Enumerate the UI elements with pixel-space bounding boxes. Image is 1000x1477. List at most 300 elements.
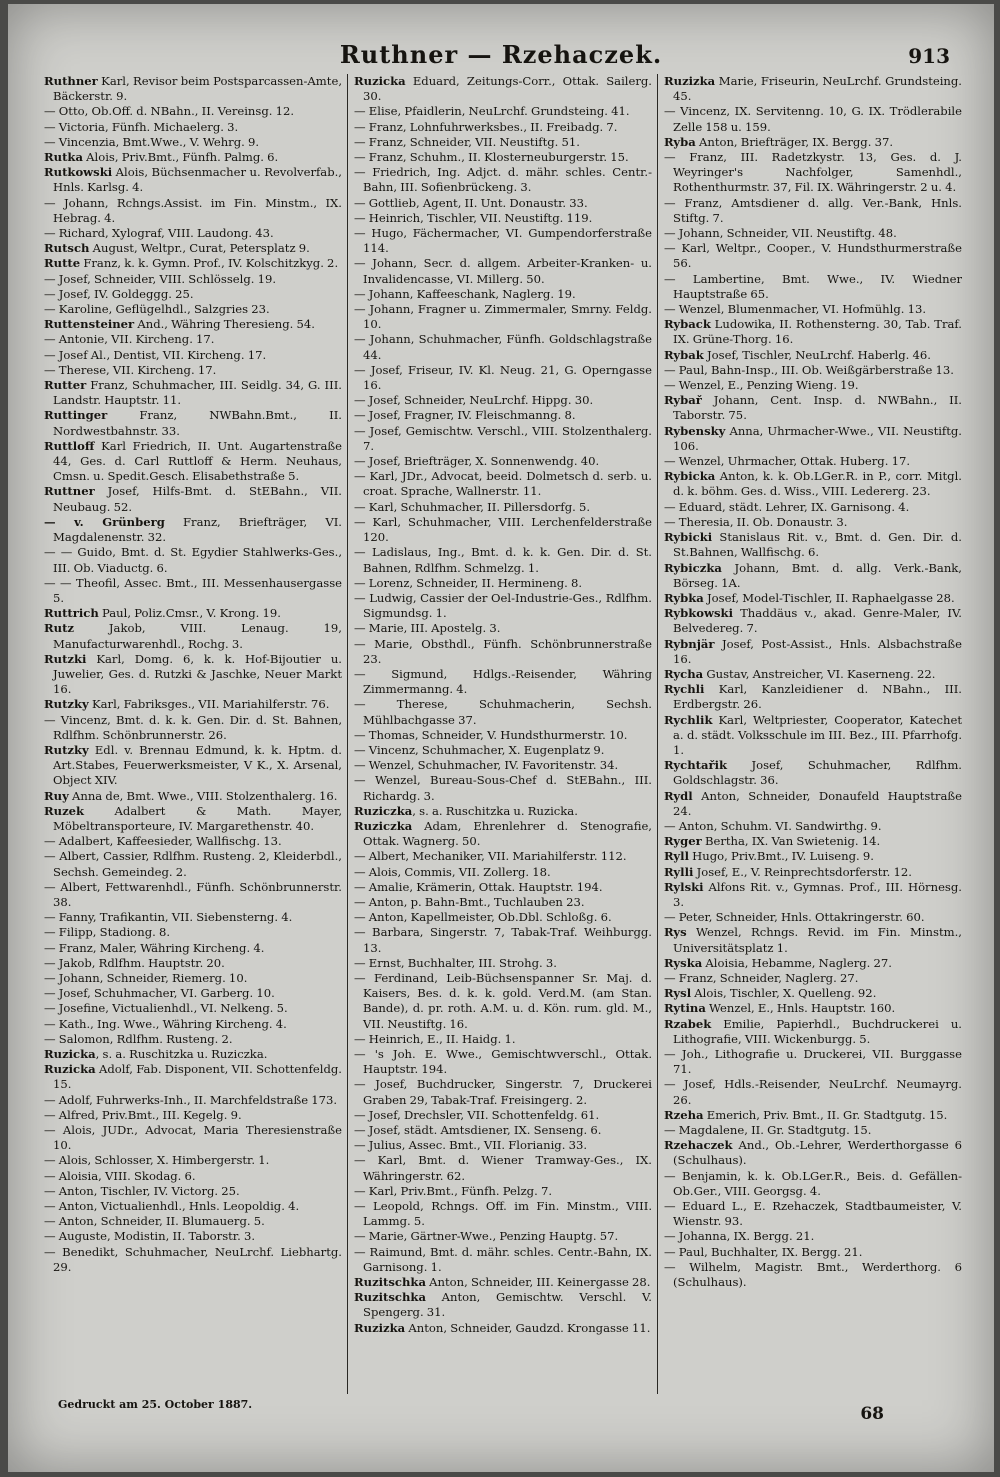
column-2	[354, 74, 652, 1394]
directory-entry	[44, 120, 342, 135]
entry-surname: Ruy	[44, 788, 69, 803]
entry-details: Paul, Poliz.Cmsr., V. Krong. 19.	[98, 606, 281, 621]
entry-details: — Johann, Rchngs.Assist. im Fin. Minstm., IX. Hebrag. 4.	[44, 195, 342, 225]
print-date: Gedruckt am 25. October 1887.	[58, 1398, 253, 1411]
entry-details: Emerich, Priv. Bmt., II. Gr. Stadtgutg. 15.	[703, 1107, 948, 1122]
entry-details: — Gottlieb, Agent, II. Unt. Donaustr. 33.	[354, 195, 588, 210]
entry-details: — Salomon, Rdlfhm. Rusteng. 2.	[44, 1031, 233, 1046]
entry-details: , s. a. Ruschitzka u. Ruziczka.	[95, 1047, 268, 1061]
directory-entry	[664, 713, 962, 759]
entry-details: Karl Friedrich, II. Unt. Augartenstraße 44, Ges. d. Carl Ruttloff & Herm. Neuhaus, Cmsn. u. Spedit.Gesch. Elisabethstraße 5.	[53, 438, 342, 484]
entry-details: — Karl, Priv.Bmt., Fünfh. Pelzg. 7.	[354, 1183, 553, 1198]
directory-entry	[354, 819, 652, 849]
entry-details: Franz, Schuhmacher, III. Seidlg. 34, G. III. Landstr. Hauptstr. 11.	[53, 378, 342, 408]
directory-entry	[44, 880, 342, 910]
directory-entry	[44, 165, 342, 195]
entry-surname: Rychli	[664, 682, 705, 697]
directory-entry	[354, 728, 652, 743]
entry-surname: Rychlik	[664, 712, 713, 727]
entry-surname: Rybkowski	[664, 606, 733, 621]
directory-entry	[354, 211, 652, 226]
directory-entry	[664, 1108, 962, 1123]
entry-details: Aloisia, Hebamme, Naglerg. 27.	[702, 955, 892, 970]
entry-details: Franz, NWBahn.Bmt., II. Nordwestbahnstr. 33.	[53, 408, 342, 438]
directory-entry	[44, 74, 342, 104]
entry-details: — Antonie, VII. Kircheng. 17.	[44, 332, 215, 347]
entry-details: — Ladislaus, Ing., Bmt. d. k. k. Gen. Dir. d. St. Bahnen, Rdlfhm. Schmelzg. 1.	[354, 545, 652, 575]
entry-surname: Ruzicka	[354, 74, 406, 88]
directory-entry	[44, 1153, 342, 1168]
entry-details: — Alois, Schlosser, X. Himbergerstr. 1.	[44, 1153, 270, 1168]
directory-entry	[44, 408, 342, 438]
entry-details: — Wenzel, Schuhmacher, IV. Favoritenstr. 34.	[354, 758, 619, 773]
directory-entry	[44, 971, 342, 986]
entry-surname: Rybicka	[664, 469, 716, 484]
directory-entry	[44, 256, 342, 271]
entry-details: — Josef Al., Dentist, VII. Kircheng. 17.	[44, 347, 267, 362]
directory-entry	[354, 226, 652, 256]
directory-entry	[664, 150, 962, 196]
directory-entry	[44, 697, 342, 712]
entry-surname: Ruttner	[44, 484, 95, 499]
entry-details: — Josef, Schneider, VIII. Schlösselg. 19.	[44, 271, 277, 286]
directory-entry	[664, 1169, 962, 1199]
entry-details: Johann, Cent. Insp. d. NWBahn., II. Taborstr. 75.	[673, 393, 962, 423]
directory-entry	[354, 545, 652, 575]
entry-surname: Ruzitschka	[354, 1275, 426, 1290]
entry-details: , s. a. Ruschitzka u. Ruzicka.	[412, 803, 578, 818]
directory-entry	[354, 302, 652, 332]
entry-details: — Ferdinand, Leib-Büchsenspanner Sr. Maj. d. Kaisers, Bes. d. k. k. gold. Verd.M. (am Stan. Bande), d. pr. roth. A.M. u. d. Kön. rum. gld. M., VII. Neustiftg. 16.	[354, 970, 652, 1031]
directory-entry	[354, 256, 652, 286]
directory-entry	[664, 986, 962, 1001]
directory-entry	[44, 713, 342, 743]
directory-entry	[44, 226, 342, 241]
directory-entry	[354, 743, 652, 758]
entry-surname: Ruzizka	[354, 1320, 406, 1335]
entry-details: — Benjamin, k. k. Ob.LGer.R., Beis. d. Gefällen-Ob.Ger., VIII. Georgsg. 4.	[664, 1168, 962, 1198]
entry-details: — Karl, Schuhmacher, II. Pillersdorfg. 5.	[354, 499, 591, 514]
entry-details: — Sigmund, Hdlgs.-Reisender, Währing Zimmermanng. 4.	[354, 666, 652, 697]
directory-entry	[664, 272, 962, 302]
entry-details: — Josef, Friseur, IV. Kl. Neug. 21, G. Operngasse 16.	[354, 362, 652, 393]
directory-entry	[664, 104, 962, 134]
entry-surname: Rybka	[664, 590, 704, 605]
entry-details: Eduard, Zeitungs-Corr., Ottak. Sailerg. 30.	[363, 74, 652, 104]
entry-details: — — Guido, Bmt. d. St. Egydier Stahlwerks-Ges., III. Ob. Viaductg. 6.	[44, 545, 342, 575]
directory-entry	[664, 591, 962, 606]
directory-entry	[354, 758, 652, 773]
directory-entry	[354, 424, 652, 454]
entry-surname: Ruzicka	[44, 1047, 96, 1061]
entry-details: — Paul, Bahn-Insp., III. Ob. Weißgärberstraße 13.	[664, 362, 954, 377]
directory-entry	[664, 1260, 962, 1290]
entry-details: — Lambertine, Bmt. Wwe., IV. Wiedner Hauptstraße 65.	[664, 271, 962, 301]
directory-entry	[664, 834, 962, 849]
directory-entry	[354, 469, 652, 499]
directory-entry	[44, 135, 342, 150]
entry-surname: Ryll	[664, 849, 689, 864]
directory-entry	[664, 910, 962, 925]
entry-details: Franz, Briefträger, VI. Magdalenenstr. 32.	[53, 514, 342, 545]
entry-details: Josef, Hilfs-Bmt. d. StEBahn., VII. Neubaug. 52.	[53, 484, 342, 514]
entry-surname: Rybař	[664, 393, 702, 408]
entry-details: Alfons Rit. v., Gymnas. Prof., III. Hörnesg. 3.	[673, 879, 962, 909]
directory-entry	[664, 1123, 962, 1138]
entry-details: — Josef, Schneider, NeuLrchf. Hippg. 30.	[354, 393, 594, 408]
entry-details: Adam, Ehrenlehrer d. Stenografie, Ottak. Wagnerg. 50.	[363, 818, 652, 849]
directory-entry	[354, 1077, 652, 1107]
entry-details: — Vincenz, Schuhmacher, X. Eugenplatz 9.	[354, 742, 605, 757]
entry-details: — Wenzel, Blumenmacher, VI. Hofmühlg. 13.	[664, 302, 927, 317]
entry-details: — Karl, JDr., Advocat, beeid. Dolmetsch d. serb. u. croat. Sprache, Wallnerstr. 11.	[354, 469, 652, 499]
directory-columns	[44, 74, 962, 1394]
directory-entry	[354, 621, 652, 636]
entry-details: Anton, Schneider, III. Keinergasse 28.	[425, 1275, 651, 1290]
directory-entry	[664, 849, 962, 864]
entry-surname: Ruttrich	[44, 606, 99, 621]
directory-entry	[354, 971, 652, 1032]
directory-entry	[664, 819, 962, 834]
directory-entry	[44, 196, 342, 226]
directory-entry	[664, 682, 962, 712]
entry-details: — Alois, Commis, VII. Zollerg. 18.	[354, 864, 551, 879]
entry-details: — Johann, Secr. d. allgem. Arbeiter-Kranken- u. Invalidencasse, VI. Millerg. 50.	[354, 256, 652, 286]
directory-entry	[664, 606, 962, 636]
entry-surname: Ryba	[664, 134, 696, 149]
entry-details: Ludowika, II. Rothensterng. 30, Tab. Traf. IX. Grüne-Thorg. 16.	[673, 317, 962, 347]
entry-details: Karl, Fabriksges., VII. Mariahilferstr. 76.	[88, 697, 330, 712]
entry-details: — Hugo, Fächermacher, VI. Gumpendorferstraße 114.	[354, 226, 652, 256]
entry-details: Stanislaus Rit. v., Bmt. d. Gen. Dir. d. St.Bahnen, Wallfischg. 6.	[673, 530, 962, 560]
directory-entry	[664, 424, 962, 454]
directory-entry	[354, 332, 652, 362]
entry-details: — Filipp, Stadiong. 8.	[44, 925, 171, 940]
directory-entry	[44, 332, 342, 347]
entry-details: — Ernst, Buchhalter, III. Strohg. 3.	[354, 955, 557, 970]
entry-details: Alois, Priv.Bmt., Fünfh. Palmg. 6.	[82, 150, 279, 165]
entry-surname: Rybnjär	[664, 636, 715, 651]
entry-surname: Rybiczka	[664, 560, 722, 575]
entry-details: — Jakob, Rdlfhm. Hauptstr. 20.	[44, 955, 225, 970]
entry-details: — Magdalene, II. Gr. Stadtgutg. 15.	[664, 1123, 872, 1138]
entry-details: Franz, k. k. Gymn. Prof., IV. Kolschitzkyg. 2.	[80, 256, 339, 271]
entry-details: — — Theofil, Assec. Bmt., III. Messenhausergasse 5.	[44, 575, 342, 605]
directory-entry	[44, 104, 342, 119]
entry-details: Adalbert & Math. Mayer, Möbeltransporteure, IV. Margarethenstr. 40.	[53, 803, 342, 833]
entry-surname: Rutkowski	[44, 165, 113, 180]
directory-entry	[664, 667, 962, 682]
entry-details: — Franz, Amtsdiener d. allg. Ver.-Bank, Hnls. Stiftg. 7.	[664, 195, 962, 225]
directory-entry	[354, 1199, 652, 1229]
directory-entry	[664, 74, 962, 104]
entry-surname: Ruzek	[44, 803, 85, 818]
directory-entry	[354, 773, 652, 803]
directory-entry	[354, 1184, 652, 1199]
entry-details: Johann, Bmt. d. allg. Verk.-Bank, Börseg. 1A.	[673, 560, 962, 590]
directory-entry	[354, 165, 652, 195]
directory-entry	[354, 454, 652, 469]
directory-entry	[44, 515, 342, 545]
directory-entry	[44, 621, 342, 651]
entry-details: Anton, Gemischtw. Verschl. V. Spengerg. 31.	[363, 1290, 652, 1320]
entry-details: — Richard, Xylograf, VIII. Laudong. 43.	[44, 226, 274, 241]
entry-details: Josef, E., V. Reinprechtsdorferstr. 12.	[693, 864, 912, 879]
entry-details: — Amalie, Krämerin, Ottak. Hauptstr. 194.	[354, 879, 603, 894]
entry-details: — Karoline, Geflügelhdl., Salzgries 23.	[44, 302, 270, 317]
directory-entry	[354, 910, 652, 925]
entry-details: — Heinrich, E., II. Haidg. 1.	[354, 1031, 516, 1046]
directory-entry	[354, 697, 652, 727]
directory-entry	[354, 515, 652, 545]
directory-entry	[354, 1321, 652, 1336]
directory-entry	[44, 652, 342, 698]
directory-entry	[664, 925, 962, 955]
directory-entry	[44, 1093, 342, 1108]
entry-details: Karl, Kanzleidiener d. NBahn., III. Erdbergstr. 26.	[673, 682, 962, 712]
entry-details: — Leopold, Rchngs. Off. im Fin. Minstm., VIII. Lammg. 5.	[354, 1199, 652, 1229]
directory-entry	[664, 637, 962, 667]
directory-entry	[354, 804, 652, 819]
entry-surname: Rydl	[664, 788, 693, 803]
entry-surname: Rzehaczek	[664, 1138, 733, 1153]
directory-entry	[664, 378, 962, 393]
directory-entry	[44, 743, 342, 789]
entry-surname: Ruzizka	[664, 74, 716, 88]
entry-details: — Alois, JUDr., Advocat, Maria Theresienstraße 10.	[44, 1123, 342, 1153]
entry-details: — 's Joh. E. Wwe., Gemischtwverschl., Ottak. Hauptstr. 194.	[354, 1047, 652, 1077]
directory-entry	[354, 925, 652, 955]
directory-entry	[44, 545, 342, 575]
entry-surname: Ruziczka	[354, 818, 413, 833]
entry-details: — Victoria, Fünfh. Michaelerg. 3.	[44, 119, 239, 134]
directory-entry	[44, 941, 342, 956]
directory-entry	[354, 1290, 652, 1320]
directory-entry	[664, 758, 962, 788]
directory-entry	[44, 1032, 342, 1047]
directory-entry	[664, 469, 962, 499]
entry-details: — Theresia, II. Ob. Donaustr. 3.	[664, 514, 848, 529]
directory-entry	[44, 834, 342, 849]
entry-surname: Rutz	[44, 621, 75, 636]
column-divider	[347, 74, 348, 1394]
entry-details: — Wenzel, E., Penzing Wieng. 19.	[664, 378, 859, 393]
entry-details: Josef, Post-Assist., Hnls. Alsbachstraße 16.	[673, 636, 962, 666]
entry-surname: Rutter	[44, 378, 87, 393]
directory-entry	[44, 1245, 342, 1275]
entry-details: Anton, Schneider, Gaudzd. Krongasse 11.	[405, 1320, 651, 1335]
entry-surname: Rutka	[44, 150, 83, 165]
entry-surname: Ruttensteiner	[44, 317, 135, 332]
entry-surname: Ryger	[664, 834, 702, 849]
entry-details: — Josef, Hdls.-Reisender, NeuLrchf. Neumayrg. 26.	[664, 1077, 962, 1107]
entry-details: — Josef, Briefträger, X. Sonnenwendg. 40.	[354, 454, 600, 469]
entry-details: — Paul, Buchhalter, IX. Bergg. 21.	[664, 1244, 863, 1259]
directory-entry	[44, 1047, 342, 1062]
directory-entry	[354, 576, 652, 591]
entry-details: August, Weltpr., Curat, Petersplatz 9.	[89, 241, 310, 256]
entry-surname: Rybensky	[664, 423, 726, 438]
entry-details: — Lorenz, Schneider, II. Hermineng. 8.	[354, 575, 583, 590]
entry-details: — Benedikt, Schuhmacher, NeuLrchf. Liebhartg. 29.	[44, 1244, 342, 1274]
directory-entry	[664, 1001, 962, 1016]
directory-entry	[44, 363, 342, 378]
directory-entry	[354, 150, 652, 165]
entry-details: — Josef, IV. Goldeggg. 25.	[44, 286, 194, 301]
entry-details: Hugo, Priv.Bmt., IV. Luiseng. 9.	[688, 849, 874, 864]
entry-details: — Johann, Kaffeeschank, Naglerg. 19.	[354, 286, 576, 301]
entry-details: And., Ob.-Lehrer, Werderthorgasse 6 (Schulhaus).	[673, 1138, 962, 1168]
entry-surname: — v. Grünberg	[44, 514, 165, 529]
entry-details: Alois, Tischler, X. Quelleng. 92.	[691, 986, 877, 1001]
entry-details: Karl, Domg. 6, k. k. Hof-Bijoutier u. Juwelier, Ges. d. Rutzki & Jaschke, Neuer Markt 16.	[53, 651, 342, 697]
entry-surname: Rybicki	[664, 530, 713, 545]
entry-details: — Joh., Lithografie u. Druckerei, VII. Burggasse 71.	[664, 1047, 962, 1077]
directory-entry	[44, 287, 342, 302]
directory-entry	[354, 1032, 652, 1047]
directory-entry	[664, 880, 962, 910]
entry-details: — Anton, Schuhm. VI. Sandwirthg. 9.	[664, 818, 882, 833]
directory-entry	[664, 530, 962, 560]
entry-details: — Johanna, IX. Bergg. 21.	[664, 1229, 815, 1244]
entry-details: — Johann, Schneider, Riemerg. 10.	[44, 970, 248, 985]
entry-details: Josef, Model-Tischler, II. Raphaelgasse 28.	[703, 590, 955, 605]
entry-surname: Rybak	[664, 347, 704, 362]
entry-details: — Wenzel, Bureau-Sous-Chef d. StEBahn., III. Richardg. 3.	[354, 773, 652, 803]
directory-entry	[664, 196, 962, 226]
directory-entry	[354, 1245, 652, 1275]
entry-surname: Rycha	[664, 666, 704, 681]
entry-details: — Franz, Maler, Währing Kircheng. 4.	[44, 940, 265, 955]
directory-entry	[664, 454, 962, 469]
entry-details: — Elise, Pfaidlerin, NeuLrchf. Grundsteing. 41.	[354, 104, 630, 119]
directory-entry	[664, 956, 962, 971]
column-divider	[657, 74, 658, 1394]
entry-details: Anna, Uhrmacher-Wwe., VII. Neustiftg. 106.	[673, 423, 962, 453]
entry-details: — Aloisia, VIII. Skodag. 6.	[44, 1168, 196, 1183]
directory-entry	[44, 1062, 342, 1092]
signature-mark: 68	[860, 1404, 884, 1424]
entry-details: Gustav, Anstreicher, VI. Kaserneng. 22.	[703, 666, 936, 681]
directory-entry	[44, 1229, 342, 1244]
entry-surname: Rutzki	[44, 651, 87, 666]
directory-entry	[44, 956, 342, 971]
entry-details: — Johann, Fragner u. Zimmermaler, Smrny. Feldg. 10.	[354, 302, 652, 332]
directory-entry	[664, 500, 962, 515]
entry-details: — Anton, Victualienhdl., Hnls. Leopoldig. 4.	[44, 1199, 300, 1214]
entry-details: — Johann, Schuhmacher, Fünfh. Goldschlagstraße 44.	[354, 332, 652, 362]
entry-details: Wenzel, Rchngs. Revid. im Fin. Minstm., Universitätsplatz 1.	[673, 925, 962, 955]
entry-details: — Josefine, Victualienhdl., VI. Nelkeng. 5.	[44, 1001, 288, 1016]
directory-entry	[354, 849, 652, 864]
entry-details: — Eduard, städt. Lehrer, IX. Garnisong. 4.	[664, 499, 910, 514]
directory-entry	[664, 1047, 962, 1077]
entry-details: Josef, Schuhmacher, Rdlfhm. Goldschlagstr. 36.	[673, 758, 962, 788]
directory-entry	[664, 1199, 962, 1229]
entry-surname: Ryska	[664, 955, 703, 970]
entry-details: — Kath., Ing. Wwe., Währing Kircheng. 4.	[44, 1016, 287, 1031]
entry-details: — Josef, Fragner, IV. Fleischmanng. 8.	[354, 408, 576, 423]
directory-entry	[44, 348, 342, 363]
entry-details: — Alfred, Priv.Bmt., III. Kegelg. 9.	[44, 1107, 242, 1122]
directory-entry	[664, 1017, 962, 1047]
entry-details: — Marie, Obsthdl., Fünfh. Schönbrunnerstraße 23.	[354, 636, 652, 666]
entry-details: — Karl, Schuhmacher, VIII. Lerchenfelderstraße 120.	[354, 514, 652, 545]
directory-entry	[664, 317, 962, 347]
entry-details: Josef, Tischler, NeuLrchf. Haberlg. 46.	[703, 347, 931, 362]
entry-details: And., Währing Theresieng. 54.	[134, 317, 315, 332]
directory-entry	[664, 1229, 962, 1244]
entry-details: Anna de, Bmt. Wwe., VIII. Stolzenthalerg. 16.	[68, 788, 338, 803]
directory-entry	[664, 971, 962, 986]
entry-details: — Auguste, Modistin, II. Taborstr. 3.	[44, 1229, 256, 1244]
entry-details: — Johann, Schneider, VII. Neustiftg. 48.	[664, 226, 897, 241]
entry-surname: Rylli	[664, 864, 694, 879]
directory-entry	[354, 895, 652, 910]
directory-entry	[44, 1001, 342, 1016]
entry-details: Karl, Revisor beim Postsparcassen-Amte, Bäckerstr. 9.	[53, 74, 342, 104]
entry-details: — Raimund, Bmt. d. mähr. schles. Centr.-Bahn, IX. Garnisong. 1.	[354, 1244, 652, 1274]
entry-details: — Franz, Schneider, Naglerg. 27.	[664, 970, 859, 985]
entry-details: Jakob, VIII. Lenaug. 19, Manufacturwarenhdl., Rochg. 3.	[53, 621, 342, 651]
entry-details: — Vincenz, Bmt. d. k. k. Gen. Dir. d. St. Bahnen, Rdlfhm. Schönbrunnerstr. 26.	[44, 712, 342, 742]
entry-details: — Albert, Mechaniker, VII. Mariahilferstr. 112.	[354, 849, 627, 864]
entry-details: Thaddäus v., akad. Genre-Maler, IV. Belvedereg. 7.	[673, 606, 962, 636]
directory-entry	[44, 317, 342, 332]
entry-surname: Ruthner	[44, 74, 98, 88]
directory-entry	[664, 302, 962, 317]
directory-entry	[664, 1077, 962, 1107]
entry-details: — Franz, Lohnfuhrwerksbes., II. Freibadg. 7.	[354, 119, 618, 134]
entry-surname: Rychtařik	[664, 758, 728, 773]
entry-surname: Ruziczka	[354, 803, 413, 818]
entry-surname: Ruzicka	[44, 1062, 96, 1077]
directory-entry	[664, 241, 962, 271]
directory-entry	[354, 393, 652, 408]
directory-entry	[44, 272, 342, 287]
directory-entry	[354, 104, 652, 119]
entry-surname: Rysl	[664, 986, 692, 1001]
directory-entry	[44, 1123, 342, 1153]
entry-details: — Therese, VII. Kircheng. 17.	[44, 362, 217, 377]
directory-entry	[354, 880, 652, 895]
entry-details: — Friedrich, Ing. Adjct. d. mähr. schles. Centr.-Bahn, III. Sofienbrückeng. 3.	[354, 165, 652, 195]
directory-entry	[664, 363, 962, 378]
entry-surname: Rys	[664, 925, 687, 940]
directory-entry	[44, 1017, 342, 1032]
entry-details: — Albert, Fettwarenhdl., Fünfh. Schönbrunnerstr. 38.	[44, 879, 342, 909]
directory-entry	[664, 393, 962, 423]
directory-entry	[44, 606, 342, 621]
directory-entry	[664, 789, 962, 819]
directory-entry	[44, 576, 342, 606]
entry-details: — Wenzel, Uhrmacher, Ottak. Huberg. 17.	[664, 454, 911, 469]
directory-entry	[354, 1153, 652, 1183]
entry-surname: Rutzky	[44, 697, 89, 712]
entry-details: — Josef, Buchdrucker, Singerstr. 7, Druckerei Graben 29, Tabak-Traf. Freisingerg. 2.	[354, 1077, 652, 1107]
directory-entry	[44, 1108, 342, 1123]
entry-surname: Ryback	[664, 317, 711, 332]
directory-entry	[664, 1138, 962, 1168]
entry-details: Marie, Friseurin, NeuLrchf. Grundsteing. 45.	[673, 74, 962, 104]
directory-entry	[44, 910, 342, 925]
entry-surname: Rylski	[664, 879, 704, 894]
entry-details: — Adalbert, Kaffeesieder, Wallfischg. 13.	[44, 834, 282, 849]
directory-entry	[354, 500, 652, 515]
directory-entry	[664, 1245, 962, 1260]
directory-entry	[354, 956, 652, 971]
directory-entry	[44, 986, 342, 1001]
